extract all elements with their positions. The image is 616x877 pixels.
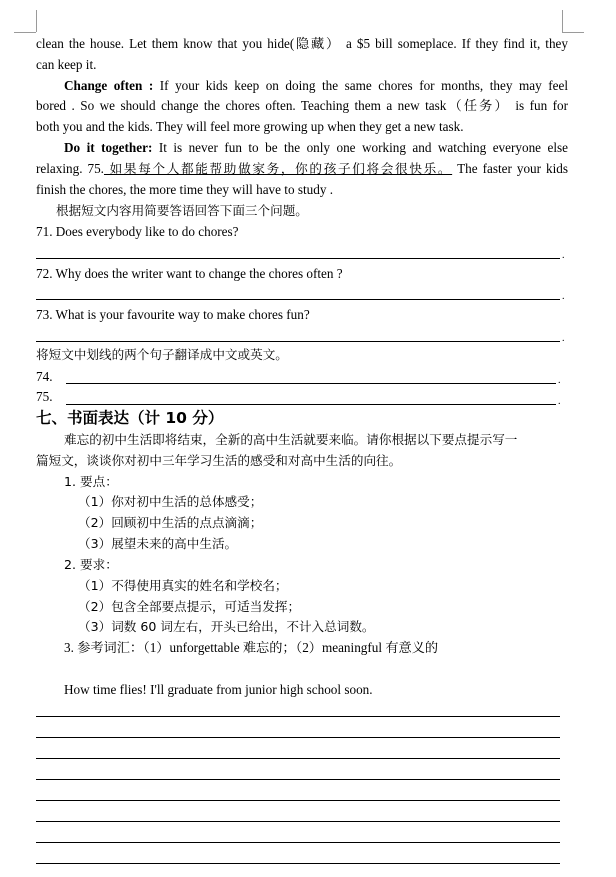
writing-line[interactable] — [36, 737, 560, 738]
crop-mark-top-left-horizontal — [14, 32, 36, 33]
paragraph-change-often-line-1 — [64, 76, 568, 96]
paragraph-change-often-line-2: bored . So we should change the chores often. Teaching them a new task（任务） is fun for — [36, 98, 568, 113]
question-71: 71. Does everybody like to do chores? — [36, 224, 239, 239]
writing-line[interactable] — [36, 758, 560, 759]
answer-line-end-dot: . — [562, 291, 565, 302]
paragraph-do-it-together-line-1 — [64, 138, 568, 158]
key-points-title: 1. 要点： — [64, 474, 118, 489]
passage-line-1: clean the house. Let them know that you hide(隐藏） a $5 bill someplace. If they find it, they — [36, 36, 568, 51]
crop-mark-top-right-vertical — [562, 10, 563, 32]
crop-mark-top-left-vertical — [36, 10, 37, 32]
underlined-sentence-75: 如果每个人都能帮助做家务，你的孩子们将会很快乐。 — [103, 161, 453, 176]
paragraph-text: It is never fun to be the only one working and watching everyone else — [152, 140, 568, 155]
essay-opening-sentence: How time flies! I'll graduate from junior high school soon. — [64, 682, 373, 697]
answer-line-end-dot: . — [562, 250, 565, 261]
answer-line-74[interactable] — [66, 383, 556, 384]
paragraph-text: If your kids keep on doing the same chores for months, they may feel — [153, 78, 568, 93]
answer-line-end-dot: . — [558, 396, 561, 407]
paragraph-text: The faster your kids — [452, 161, 568, 176]
writing-prompt-line-2: 篇短文，谈谈你对初中三年学习生活的感受和对高中生活的向往。 — [36, 453, 402, 468]
question-75-label: 75. — [36, 389, 53, 404]
writing-line[interactable] — [36, 821, 560, 822]
requirements-title: 2. 要求： — [64, 557, 118, 572]
writing-prompt-line-1: 难忘的初中生活即将结束，全新的高中生活就要来临。请你根据以下要点提示写一 — [64, 432, 518, 447]
writing-line[interactable] — [36, 863, 560, 864]
passage-line-2: can keep it. — [36, 57, 97, 72]
paragraph-heading: Change often : — [64, 78, 154, 93]
translate-instruction: 将短文中划线的两个句子翻译成中文或英文。 — [36, 347, 288, 362]
requirement-1: （1）不得使用真实的姓名和学校名； — [78, 578, 288, 593]
answer-line-72[interactable] — [36, 299, 560, 300]
writing-line[interactable] — [36, 800, 560, 801]
paragraph-change-often-line-3: both you and the kids. They will feel more growing up when they get a new task. — [36, 119, 464, 134]
writing-line[interactable] — [36, 716, 560, 717]
crop-mark-top-right-horizontal — [562, 32, 584, 33]
question-instruction: 根据短文内容用简要答语回答下面三个问题。 — [56, 203, 308, 218]
answer-line-73[interactable] — [36, 341, 560, 342]
writing-line[interactable] — [36, 842, 560, 843]
answer-line-75[interactable] — [66, 404, 556, 405]
key-point-1: （1）你对初中生活的总体感受； — [78, 494, 263, 509]
requirement-3: （3）词数 60 词左右，开头已给出，不计入总词数。 — [78, 619, 375, 634]
question-72: 72. Why does the writer want to change the chores often ? — [36, 266, 343, 281]
key-point-2: （2）回顾初中生活的点点滴滴； — [78, 515, 263, 530]
paragraph-do-it-together-line-3: finish the chores, the more time they will have to study . — [36, 182, 334, 197]
key-point-3: （3）展望未来的高中生活。 — [78, 536, 238, 551]
reference-vocabulary: 3. 参考词汇：（1）unforgettable 难忘的；（2）meaningful 有意义的 — [64, 640, 439, 655]
answer-line-end-dot: . — [558, 375, 561, 386]
answer-line-71[interactable] — [36, 258, 560, 259]
answer-line-end-dot: . — [562, 333, 565, 344]
paragraph-heading: Do it together: — [64, 140, 153, 155]
question-74-label: 74. — [36, 369, 53, 384]
requirement-2: （2）包含全部要点提示，可适当发挥； — [78, 599, 301, 614]
paragraph-do-it-together-line-2 — [36, 159, 568, 179]
writing-line[interactable] — [36, 779, 560, 780]
section-7-heading: 七、书面表达（计 10 分） — [36, 409, 224, 427]
question-73: 73. What is your favourite way to make chores fun? — [36, 307, 310, 322]
sentence-number: relaxing. 75. — [36, 161, 104, 176]
